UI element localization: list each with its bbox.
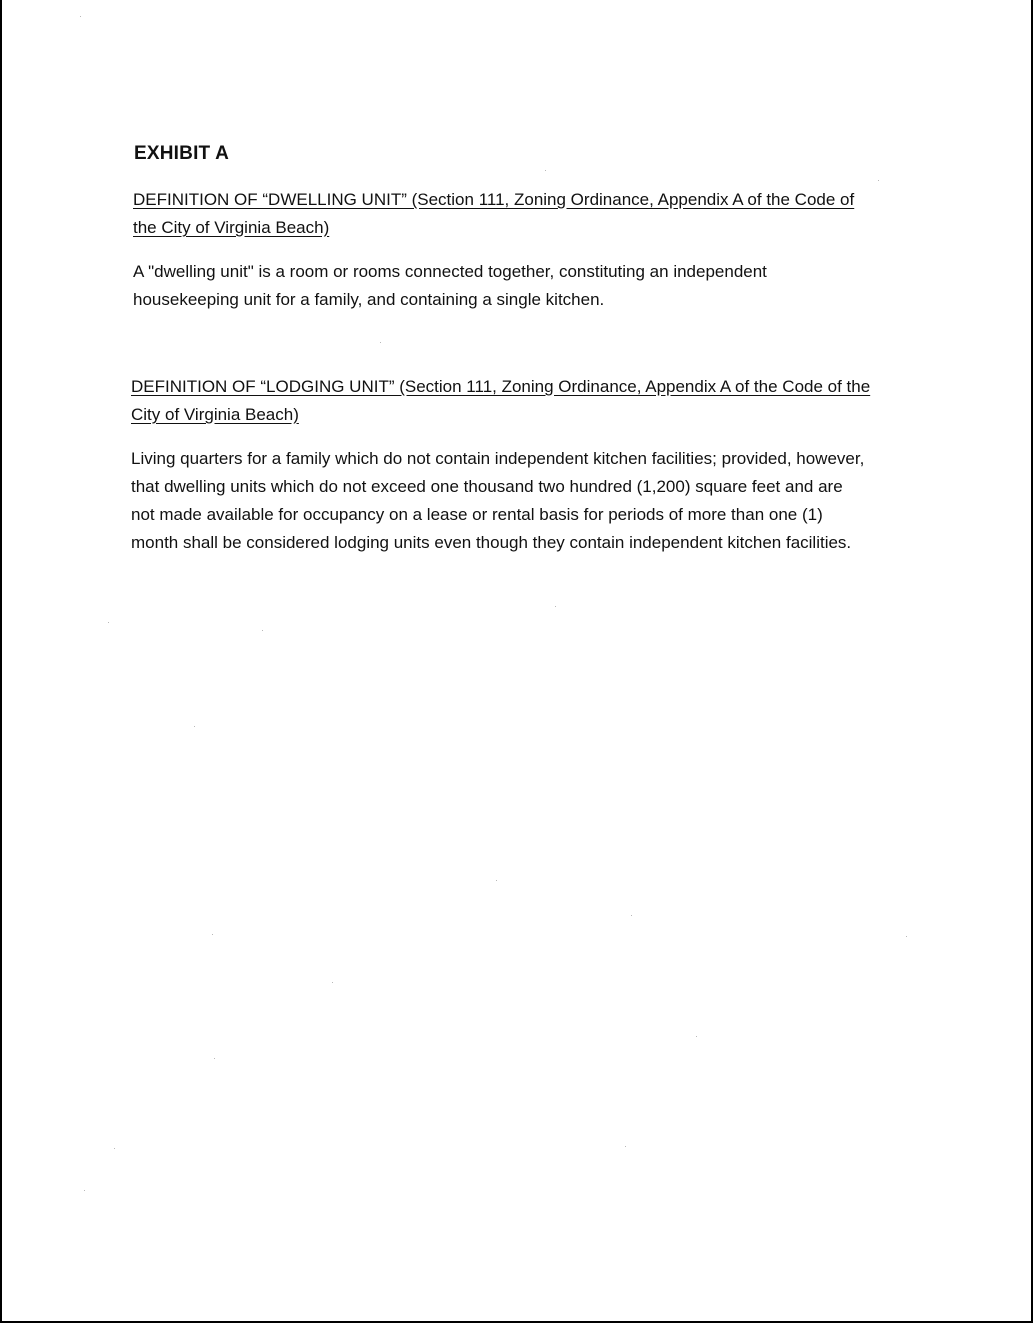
scan-speck (555, 606, 556, 607)
exhibit-title: EXHIBIT A (134, 143, 230, 164)
lodging-unit-definition: Living quarters for a family which do not contain independent kitchen facilities; provided, however, that dwelling units which do not exceed one thousand two hundred (1,200) square feet and are not made available for occupancy on a lease or rental basis for periods of more than one (1) month shall be considered lodging units even though they contain independent kitchen facilities. (131, 449, 865, 552)
dwelling-unit-definition: A "dwelling unit" is a room or rooms connected together, constituting an independent housekeeping unit for a family, and containing a single kitchen. (133, 262, 767, 309)
scan-speck (212, 934, 213, 935)
scan-speck (380, 342, 381, 343)
scan-speck (108, 622, 109, 623)
scan-speck (631, 915, 632, 916)
scan-speck (80, 16, 81, 17)
scan-speck (262, 630, 263, 631)
scan-speck (906, 936, 907, 937)
scan-speck (878, 180, 879, 181)
scan-speck (625, 1146, 626, 1147)
lodging-unit-heading: DEFINITION OF “LODGING UNIT” (Section 111, Zoning Ordinance, Appendix A of the Code of the City of Virginia Beach) (131, 377, 871, 424)
scan-speck (332, 982, 333, 983)
dwelling-unit-heading: DEFINITION OF “DWELLING UNIT” (Section 111, Zoning Ordinance, Appendix A of the Code of the City of Virginia Beach) (133, 190, 855, 237)
scan-speck (696, 1036, 697, 1037)
scan-speck (496, 880, 497, 881)
scan-edge-left (0, 0, 2, 1323)
scan-speck (214, 1058, 215, 1059)
scan-speck (84, 1190, 85, 1191)
scan-speck (114, 1148, 115, 1149)
scan-speck (194, 726, 195, 727)
scan-speck (545, 170, 546, 171)
